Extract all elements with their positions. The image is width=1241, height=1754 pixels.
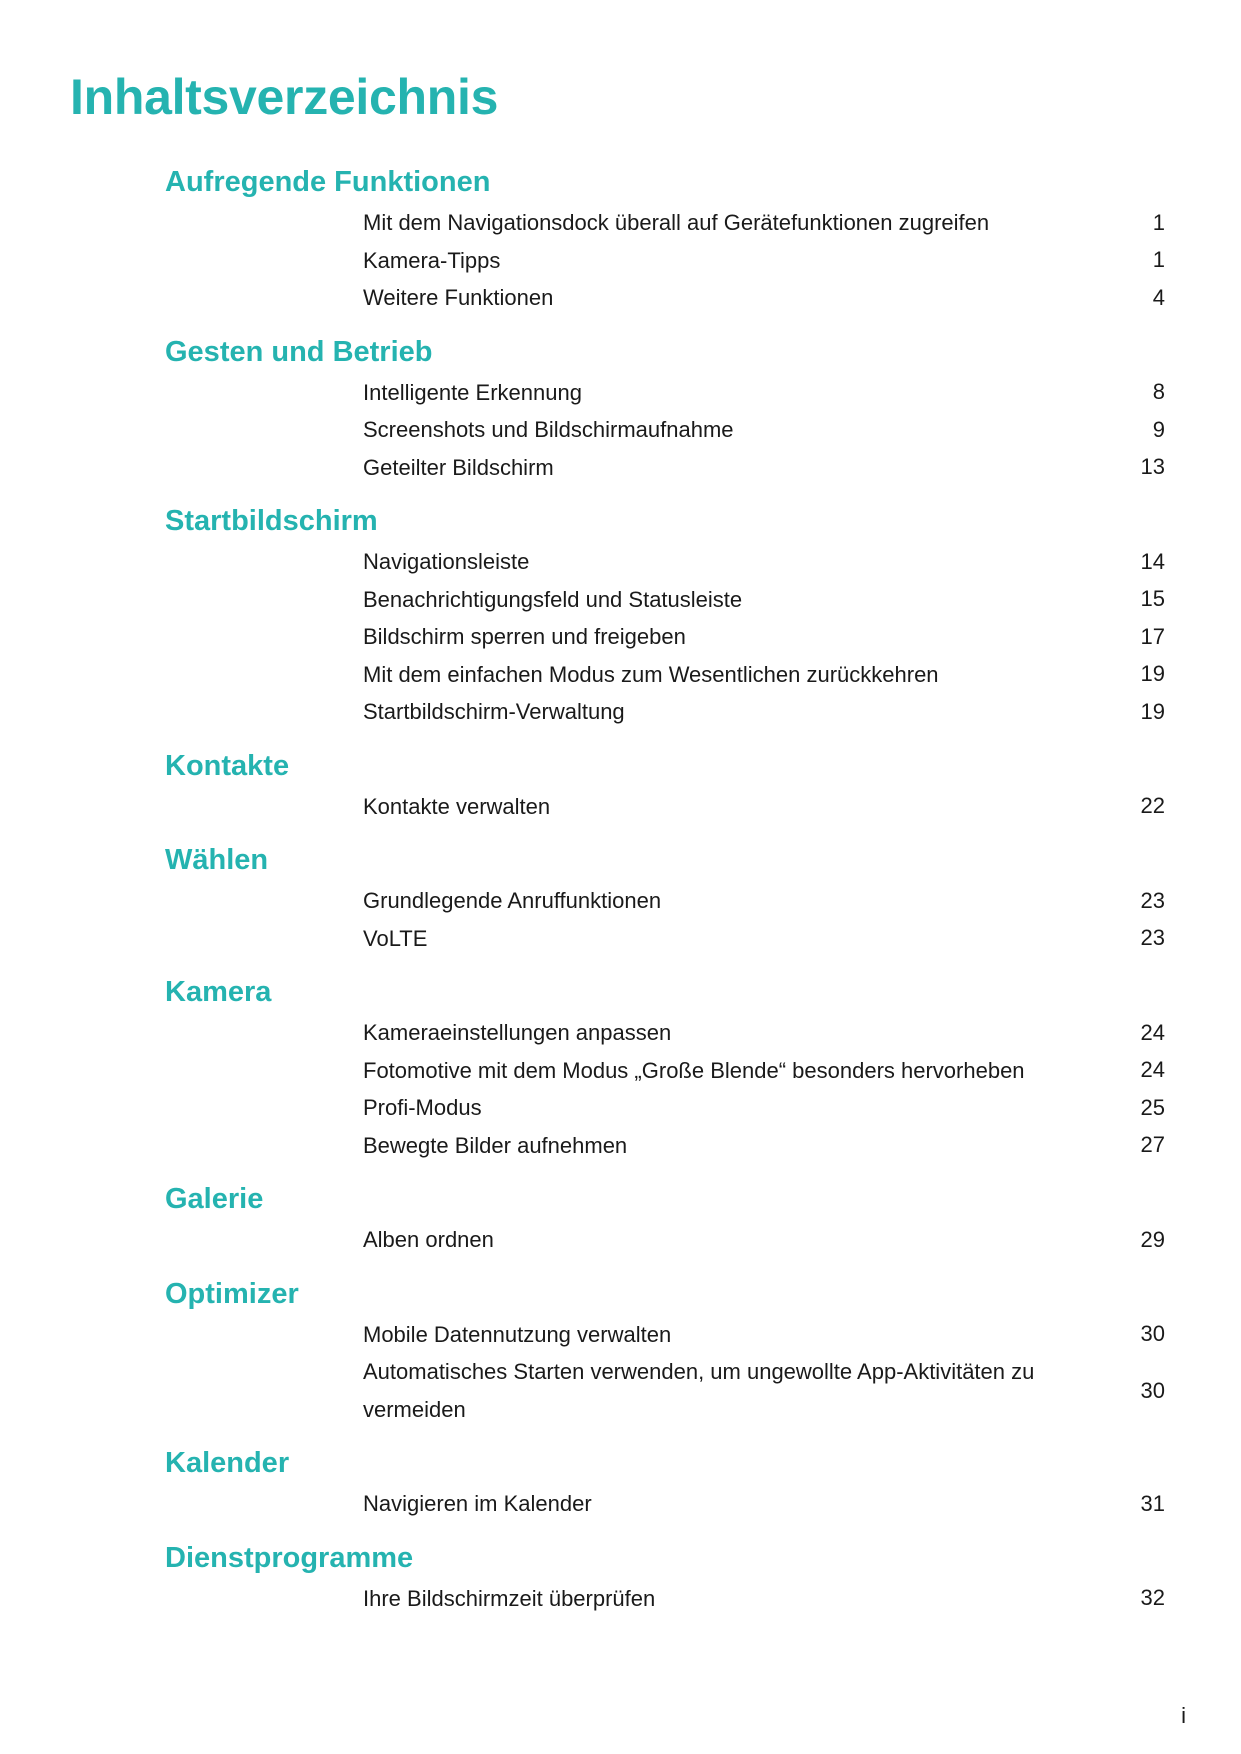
toc-section: [0, 330, 1241, 487]
toc-entry[interactable]: [0, 543, 1241, 581]
section-heading[interactable]: Startbildschirm: [165, 505, 378, 537]
toc-entry[interactable]: [0, 693, 1241, 731]
toc-entry-list: [0, 374, 1241, 487]
toc-entry-title[interactable]: Kontakte verwalten: [363, 793, 551, 819]
page-number: i: [1181, 1703, 1186, 1728]
toc-entry[interactable]: [0, 882, 1241, 920]
toc-entry-list: [0, 543, 1241, 731]
toc-entry-page-number[interactable]: 24: [1140, 1019, 1165, 1045]
section-heading[interactable]: Optimizer: [165, 1277, 299, 1310]
toc-entry[interactable]: [0, 1485, 1241, 1523]
toc-entry-title[interactable]: Mobile Datennutzung verwalten: [363, 1321, 672, 1347]
section-heading[interactable]: Dienstprogramme: [165, 1541, 414, 1574]
toc-entry-title[interactable]: Grundlegende Anruffunktionen: [363, 888, 662, 913]
toc-entry[interactable]: [0, 618, 1241, 656]
toc-entry-title[interactable]: Navigationsleiste: [363, 549, 530, 574]
toc-entry[interactable]: [0, 279, 1241, 317]
toc-entry-list: [0, 882, 1241, 957]
toc-entry-title[interactable]: Benachrichtigungsfeld und Statusleiste: [363, 586, 743, 612]
toc-entry-page-number[interactable]: 14: [1140, 548, 1165, 574]
toc-entry-page-number[interactable]: 30: [1140, 1377, 1165, 1403]
toc-entry-page-number[interactable]: 32: [1140, 1585, 1165, 1611]
toc-entry-list: [0, 204, 1241, 317]
toc-entry-title[interactable]: Kameraeinstellungen anpassen: [363, 1020, 672, 1045]
toc-entry[interactable]: [0, 1014, 1241, 1052]
section-heading[interactable]: Galerie: [165, 1183, 264, 1215]
toc-entry-list: [0, 1221, 1241, 1259]
toc-entry[interactable]: [0, 1316, 1241, 1354]
toc-entry[interactable]: [0, 1089, 1241, 1127]
toc-section: [0, 160, 1241, 317]
toc-entry-page-number[interactable]: 24: [1140, 1057, 1165, 1083]
toc-entry[interactable]: [0, 1353, 1241, 1428]
toc-entry-title[interactable]: Mit dem einfachen Modus zum Wesentlichen zurückkehren: [363, 661, 939, 687]
section-heading[interactable]: Aufregende Funktionen: [165, 166, 491, 198]
toc-entry-list: [0, 1014, 1241, 1164]
toc-section: [0, 744, 1241, 826]
section-heading[interactable]: Kalender: [165, 1447, 290, 1479]
toc-entry-title[interactable]: Fotomotive mit dem Modus „Große Blende“ besonders hervorheben: [363, 1057, 1025, 1083]
toc-entry[interactable]: [0, 204, 1241, 242]
toc-entry[interactable]: [0, 1052, 1241, 1090]
toc-entry[interactable]: [0, 374, 1241, 412]
toc-entry-title[interactable]: Navigieren im Kalender: [363, 1491, 592, 1516]
toc-entry-page-number[interactable]: 23: [1140, 887, 1165, 913]
toc-entry-page-number[interactable]: 9: [1152, 416, 1165, 442]
toc-entry[interactable]: [0, 411, 1241, 449]
toc-entry-title[interactable]: Bewegte Bilder aufnehmen: [363, 1132, 628, 1158]
toc-entry-title[interactable]: Geteilter Bildschirm: [363, 454, 554, 480]
toc-entry-page-number[interactable]: 23: [1140, 925, 1165, 951]
toc-entry-page-number[interactable]: 29: [1140, 1226, 1165, 1252]
toc-entry-page-number[interactable]: 8: [1152, 379, 1165, 405]
toc-section: [0, 1272, 1241, 1429]
toc-entry[interactable]: [0, 449, 1241, 487]
toc-entry-page-number[interactable]: 19: [1140, 698, 1165, 724]
toc-section: [0, 499, 1241, 731]
toc-entry-title[interactable]: Mit dem Navigationsdock überall auf Gerätefunktionen zugreifen: [363, 210, 990, 235]
toc-entry-page-number[interactable]: 25: [1140, 1094, 1165, 1120]
toc-entry-title[interactable]: VoLTE: [363, 925, 428, 951]
toc-section: [0, 838, 1241, 957]
toc-entry-page-number[interactable]: 27: [1140, 1132, 1165, 1158]
toc-entry[interactable]: [0, 788, 1241, 826]
toc-entry[interactable]: [0, 242, 1241, 280]
toc-entry-title[interactable]: Intelligente Erkennung: [363, 379, 582, 405]
toc-entry[interactable]: [0, 1221, 1241, 1259]
toc-entry-title[interactable]: Startbildschirm-Verwaltung: [363, 699, 625, 724]
toc-entry-page-number[interactable]: 22: [1140, 793, 1165, 819]
table-of-contents: [0, 160, 1241, 1617]
toc-entry[interactable]: [0, 656, 1241, 694]
toc-section: [0, 1177, 1241, 1259]
section-heading[interactable]: Wählen: [165, 844, 269, 876]
toc-entry-page-number[interactable]: 1: [1152, 247, 1165, 273]
toc-entry-page-number[interactable]: 15: [1140, 586, 1165, 612]
section-heading[interactable]: Kontakte: [165, 749, 290, 782]
page-title: Inhaltsverzeichnis: [70, 69, 499, 125]
toc-entry-title[interactable]: Weitere Funktionen: [363, 285, 554, 310]
toc-entry-title[interactable]: Profi-Modus: [363, 1095, 482, 1120]
toc-entry-list: [0, 1316, 1241, 1429]
toc-entry-title[interactable]: Ihre Bildschirmzeit überprüfen: [363, 1585, 656, 1611]
toc-entry-title[interactable]: Bildschirm sperren und freigeben: [363, 624, 686, 649]
toc-entry-page-number[interactable]: 19: [1140, 661, 1165, 687]
toc-entry-page-number[interactable]: 13: [1140, 454, 1165, 480]
toc-entry-page-number[interactable]: 1: [1152, 209, 1165, 235]
toc-entry[interactable]: [0, 920, 1241, 958]
toc-entry-title[interactable]: Alben ordnen: [363, 1227, 494, 1252]
toc-entry-page-number[interactable]: 30: [1140, 1321, 1165, 1347]
toc-entry-page-number[interactable]: 4: [1152, 284, 1165, 310]
toc-section: [0, 1441, 1241, 1523]
toc-entry-page-number[interactable]: 31: [1140, 1490, 1165, 1516]
toc-entry-title[interactable]: Screenshots und Bildschirmaufnahme: [363, 417, 734, 442]
section-heading[interactable]: Gesten und Betrieb: [165, 335, 433, 368]
toc-entry-title[interactable]: Kamera-Tipps: [363, 247, 501, 273]
toc-section: [0, 970, 1241, 1164]
toc-entry[interactable]: [0, 1580, 1241, 1618]
toc-entry-list: [0, 788, 1241, 826]
section-heading[interactable]: Kamera: [165, 976, 272, 1008]
toc-entry[interactable]: [0, 1127, 1241, 1165]
toc-entry-list: [0, 1485, 1241, 1523]
toc-entry[interactable]: [0, 581, 1241, 619]
toc-entry-page-number[interactable]: 17: [1140, 623, 1165, 649]
toc-entry-list: [0, 1580, 1241, 1618]
toc-section: [0, 1536, 1241, 1618]
toc-entry-title[interactable]: Automatisches Starten verwenden, um ungewollte App-Aktivitäten zu vermeiden: [363, 1359, 1035, 1422]
